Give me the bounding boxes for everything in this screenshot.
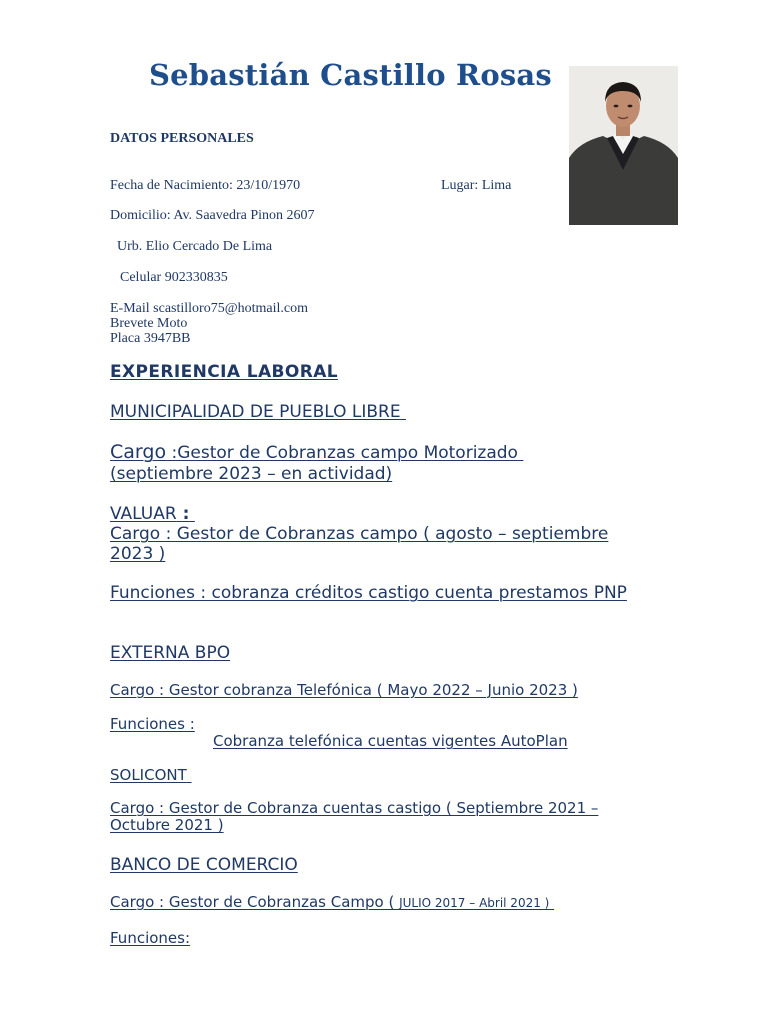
license: Brevete Moto xyxy=(110,316,188,331)
person-photo-icon xyxy=(569,66,678,225)
valuar-cargo: Cargo : Gestor de Cobranzas campo ( agosto – septiembre 2023 ) xyxy=(110,524,609,564)
email: E-Mail scastilloro75@hotmail.com xyxy=(110,301,308,316)
company-muni-name: MUNICIPALIDAD DE PUEBLO LIBRE xyxy=(110,402,401,422)
urbanization: Urb. Elio Cercado De Lima xyxy=(117,239,273,254)
externa-funciones xyxy=(110,733,568,750)
company-externa: EXTERNA BPO xyxy=(110,643,231,663)
birth-place: Lugar: Lima xyxy=(441,178,512,193)
externa-funciones-label: Funciones : xyxy=(110,715,195,733)
company-banco: BANCO DE COMERCIO xyxy=(110,855,298,875)
profile-photo xyxy=(569,66,678,225)
person-name: Sebastián Castillo Rosas xyxy=(149,58,552,92)
company-valuar-colon: : xyxy=(176,504,190,524)
company-valuar-name: VALUAR xyxy=(110,504,177,524)
experience-title: EXPERIENCIA LABORAL xyxy=(110,362,339,382)
company-solicont xyxy=(110,767,192,784)
phone: Celular 902330835 xyxy=(120,270,228,285)
banco-funciones-label: Funciones: xyxy=(110,929,191,947)
address: Domicilio: Av. Saavedra Pinon 2607 xyxy=(110,208,315,223)
muni-cargo-word: Cargo xyxy=(110,441,167,463)
muni-cargo-rest: :Gestor de Cobranzas campo Motorizado xyxy=(166,443,518,463)
company-solicont-name: SOLICONT xyxy=(110,766,187,784)
company-valuar xyxy=(110,504,670,524)
muni-period: (septiembre 2023 – en actividad) xyxy=(110,464,393,484)
company-muni xyxy=(110,402,406,422)
muni-cargo xyxy=(110,442,670,463)
personal-data-title: DATOS PERSONALES xyxy=(110,131,254,146)
externa-cargo: Cargo : Gestor cobranza Telefónica ( Mayo 2022 – Junio 2023 ) xyxy=(110,681,578,699)
banco-cargo xyxy=(110,894,554,912)
plate: Placa 3947BB xyxy=(110,331,191,346)
externa-funciones-text: Cobranza telefónica cuentas vigentes AutoPlan xyxy=(213,732,568,750)
banco-cargo-period: JULIO 2017 – Abril 2021 ) xyxy=(399,896,550,910)
birth-date: Fecha de Nacimiento: 23/10/1970 xyxy=(110,178,301,193)
valuar-funciones: Funciones : cobranza créditos castigo cuenta prestamos PNP xyxy=(110,583,627,603)
funciones-indent xyxy=(110,733,213,750)
banco-cargo-main: Cargo : Gestor de Cobranzas Campo ( xyxy=(110,893,400,911)
solicont-cargo: Cargo : Gestor de Cobranza cuentas castigo ( Septiembre 2021 – Octubre 2021 ) xyxy=(110,799,599,834)
